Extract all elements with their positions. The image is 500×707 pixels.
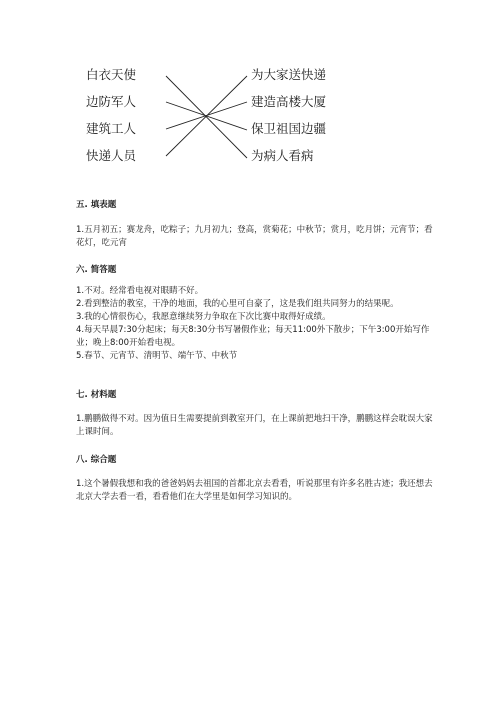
left-item: 边防军人 (86, 94, 137, 109)
answer-block (76, 224, 436, 250)
left-item: 白衣天使 (86, 67, 137, 82)
answer-line: 1.不对。经常看电视对眼睛不好。 (76, 286, 204, 296)
left-item: 快递人员 (86, 148, 137, 163)
answer-line: 2.看到整洁的教室，干净的地面，我的心里可自豪了，这是我们组共同努力的结果呢。 (76, 299, 399, 309)
left-item: 建筑工人 (86, 121, 137, 136)
answer-line: 1.鹏鹏做得不对。因为值日生需要提前到教室开门，在上课前把地扫干净，鹏鹏这样会耽误大家上课时间。 (76, 414, 433, 437)
answer-line: 5.春节、元宵节、清明节、端午节、中秋节 (76, 351, 238, 361)
right-item: 为大家送快递 (251, 67, 327, 82)
answer-line: 1.五月初五；赛龙舟，吃粽子；九月初九；登高，赏菊花；中秋节；赏月，吃月饼；元宵节；看花灯，吃元宵 (76, 225, 433, 248)
right-item: 为病人看病 (251, 148, 314, 163)
section-title: 五. 填表题 (76, 200, 117, 210)
section-title: 七. 材料题 (76, 390, 117, 400)
answer-line: 1.这个暑假我想和我的爸爸妈妈去祖国的首都北京去看看，听说那里有许多名胜古迹；我还想去北京大学去看一看，看看他们在大学里是如何学习知识的。 (76, 479, 433, 502)
right-item: 建造高楼大厦 (251, 94, 327, 109)
matching-exercise (0, 0, 500, 180)
answer-line: 3.我的心情很伤心，我愿意继续努力争取在下次比赛中取得好成绩。 (76, 312, 331, 322)
matching-lines (0, 0, 500, 180)
answer-block (76, 478, 436, 504)
right-item: 保卫祖国边疆 (251, 121, 327, 136)
answer-line: 4.每天早晨7:30分起床；每天8:30分书写暑假作业；每天11:00外下散步；下午3:00开始写作业；晚上8:00开始看电视。 (76, 325, 430, 348)
answer-block (76, 413, 436, 439)
section-title: 六. 简答题 (76, 265, 117, 275)
answer-block (76, 285, 436, 363)
section-title: 八. 综合题 (76, 455, 117, 465)
